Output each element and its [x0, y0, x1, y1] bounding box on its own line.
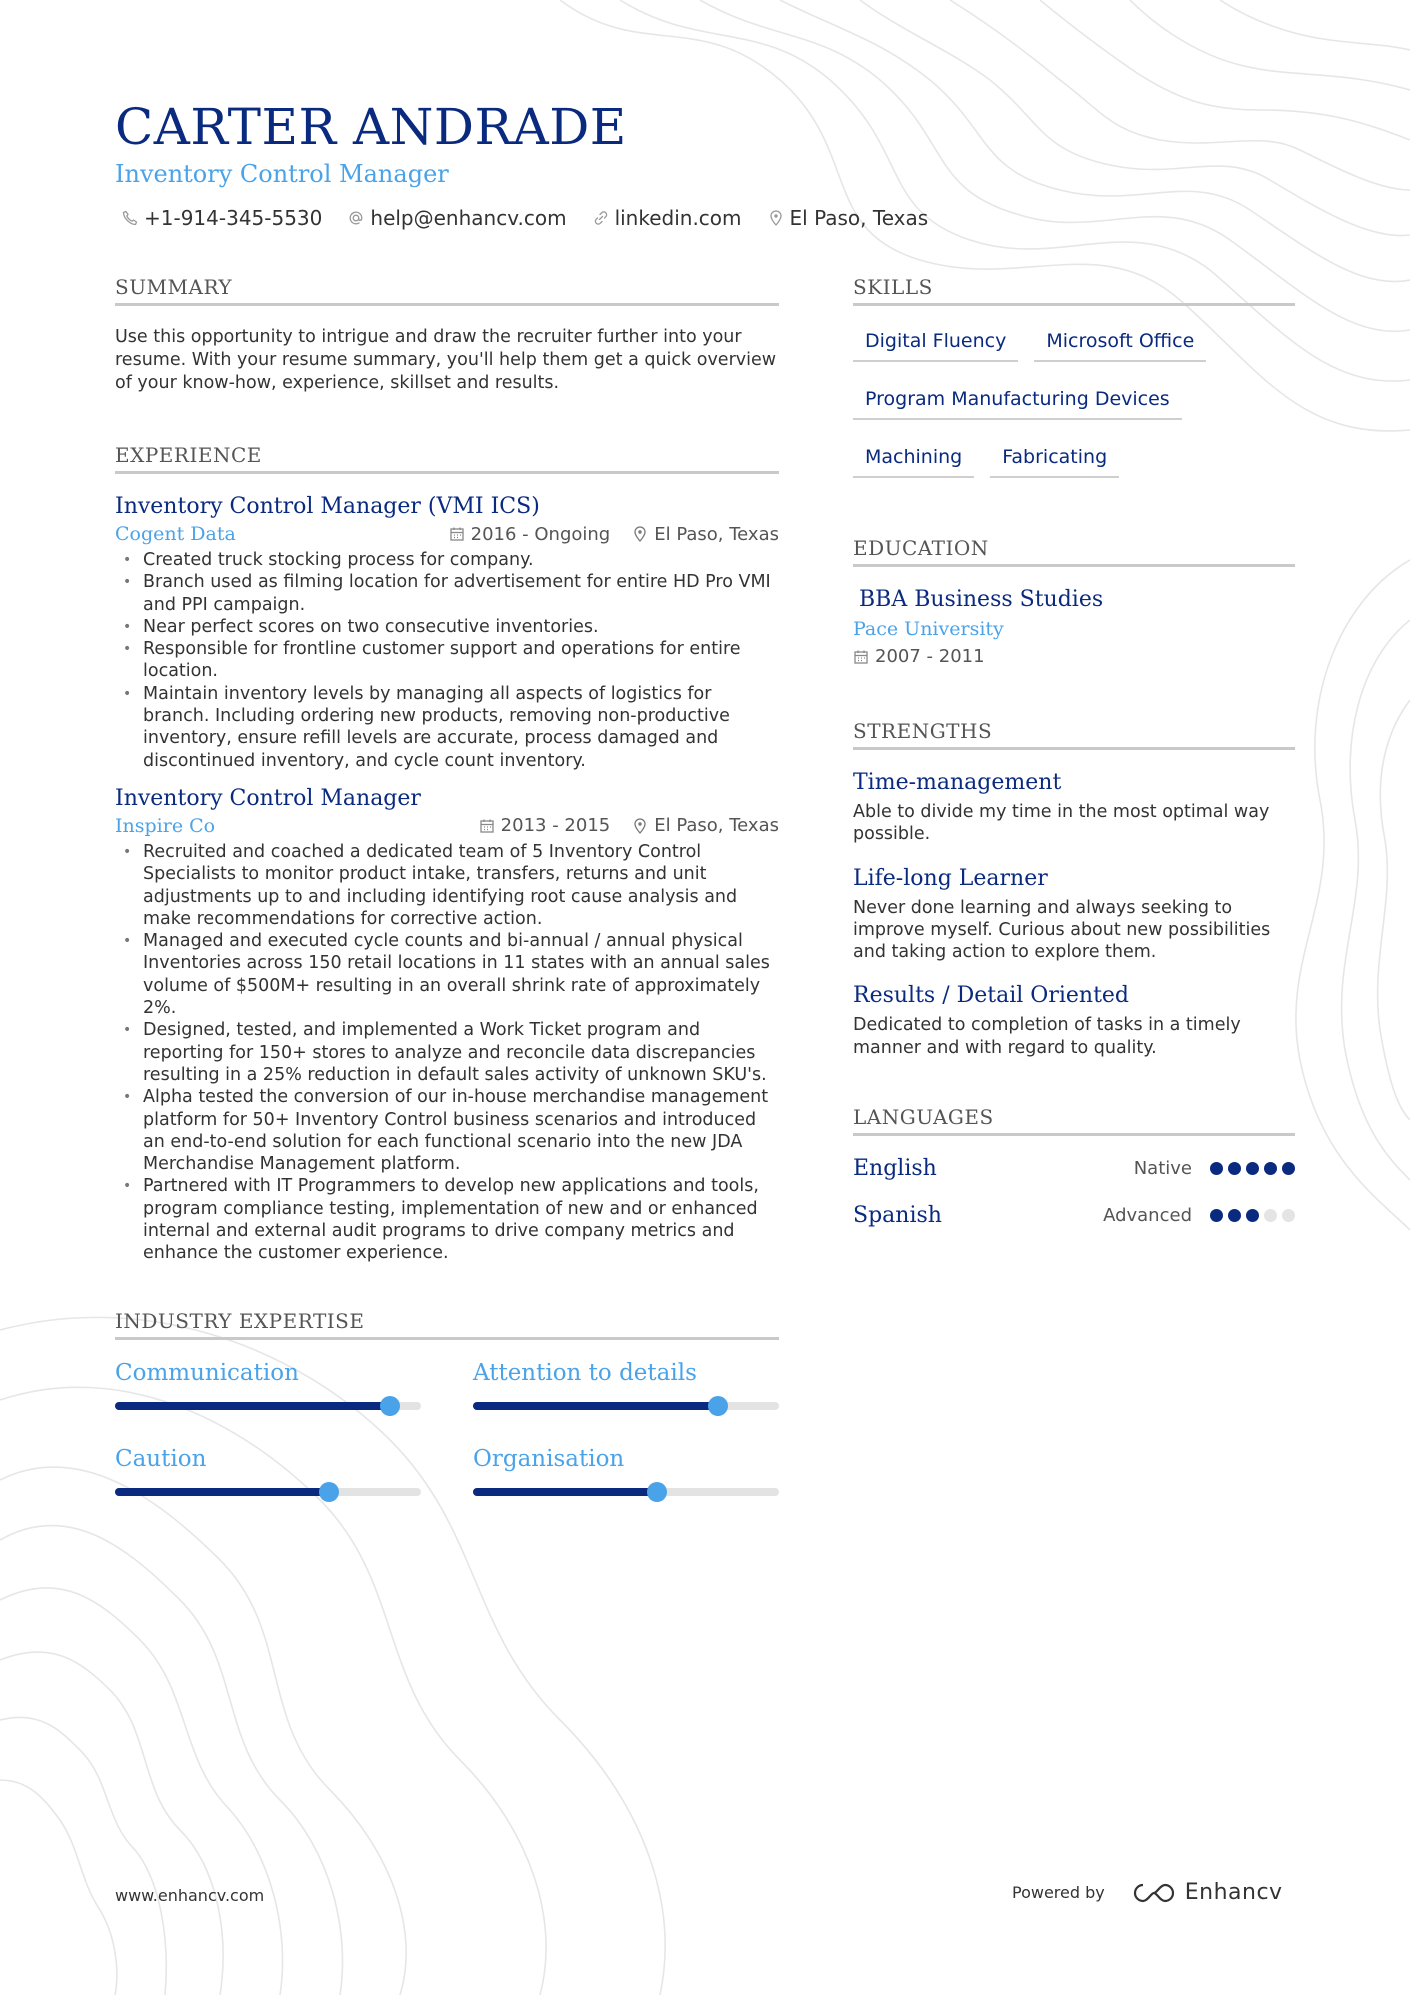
languages-heading: LANGUAGES [853, 1105, 1295, 1136]
language-dot [1282, 1162, 1295, 1175]
strength-desc: Dedicated to completion of tasks in a timely manner and with regard to quality. [853, 1015, 1241, 1058]
expertise-label: Communication [115, 1359, 299, 1386]
list-item: • Alpha tested the conversion of our in-house merchandise management platform for 50+ Inventory Control business scenarios and introduced an end-to-end solution for each functional scenario into the new JDA Merchandise Management platform. [143, 1086, 779, 1175]
list-item: • Branch used as filming location for advertisement for entire HD Pro VMI and PPI campaign. [143, 571, 779, 616]
strength-title: Life-long Learner [853, 865, 1048, 891]
job-dates [449, 524, 611, 545]
job-meta [479, 815, 779, 836]
job-location-text: El Paso, Texas [654, 523, 779, 545]
expertise-knob [647, 1482, 667, 1502]
skill-tag: Fabricating [990, 442, 1119, 478]
expertise-track [115, 1402, 421, 1410]
expertise-label: Organisation [473, 1445, 625, 1472]
education-heading: EDUCATION [853, 536, 1295, 567]
calendar-icon [853, 649, 869, 665]
language-dot [1246, 1162, 1259, 1175]
education-dates [853, 646, 1295, 667]
right-column [853, 275, 1295, 1250]
language-dot [1246, 1209, 1259, 1222]
brand-logo[interactable] [1131, 1880, 1283, 1905]
expertise-fill [115, 1402, 390, 1410]
strength-item [853, 770, 1295, 846]
language-level: Native [1133, 1158, 1192, 1180]
expertise-item [115, 1446, 421, 1496]
location-icon [768, 210, 784, 226]
job-title: Inventory Control Manager (VMI ICS) [115, 494, 540, 519]
industry-expertise [115, 1309, 779, 1496]
calendar-icon [449, 526, 465, 542]
contact-email-text: help@enhancv.com [370, 206, 567, 230]
location-icon [632, 818, 648, 834]
expertise-item [473, 1446, 779, 1496]
contact-bar [122, 206, 928, 230]
strength-item [853, 866, 1295, 964]
at-icon [348, 210, 364, 226]
strength-desc: Never done learning and always seeking to improve myself. Curious about new possibilities and taking action to explore them. [853, 897, 1271, 963]
expertise-fill [473, 1402, 718, 1410]
list-item: • Near perfect scores on two consecutive inventories. [143, 616, 779, 638]
language-dots [1210, 1209, 1295, 1222]
language-item [853, 1203, 1295, 1228]
language-dot [1210, 1209, 1223, 1222]
job-bullets [115, 549, 779, 772]
expertise-item [115, 1360, 421, 1410]
language-level-group [1134, 1158, 1295, 1179]
job-info-row [115, 523, 779, 545]
contact-linkedin[interactable] [593, 206, 742, 230]
company-name: Inspire Co [115, 814, 216, 837]
strength-title: Results / Detail Oriented [853, 983, 1130, 1009]
enhancv-logo-icon [1131, 1881, 1177, 1905]
skill-tag: Machining [853, 442, 974, 478]
strength-desc: Able to divide my time in the most optimal way possible. [853, 802, 1270, 845]
expertise-knob [708, 1396, 728, 1416]
experience-heading: EXPERIENCE [115, 443, 779, 474]
job-entry [115, 494, 779, 772]
language-dot [1210, 1162, 1223, 1175]
contact-phone[interactable] [122, 206, 322, 230]
expertise-track [115, 1488, 421, 1496]
expertise-knob [319, 1482, 339, 1502]
strength-title: Time-management [853, 770, 1062, 795]
education-dates-text: 2007 - 2011 [875, 646, 985, 667]
language-item [853, 1156, 1295, 1181]
expertise-fill [115, 1488, 329, 1496]
language-dot [1264, 1162, 1277, 1175]
list-item: • Partnered with IT Programmers to develop new applications and tools, program compliance testing, implementation of new and or enhanced internal and external audit programs to drive company metrics and enhance the customer experience. [143, 1175, 779, 1264]
footer-powered [1012, 1880, 1283, 1905]
contact-location [768, 206, 929, 230]
language-level-group [1103, 1205, 1295, 1226]
education-school: Pace University [853, 618, 1004, 640]
language-level: Advanced [1103, 1205, 1192, 1227]
skills-list [853, 326, 1295, 478]
expertise-track [473, 1402, 779, 1410]
left-column [115, 275, 779, 1496]
language-dot [1228, 1162, 1241, 1175]
list-item: • Maintain inventory levels by managing all aspects of logistics for branch. Including ordering new products, removing non-productive inventory, ensure refill levels are accurate, process damaged and discontinued inventory, and cycle count inventory. [143, 683, 779, 772]
list-item: • Created truck stocking process for company. [143, 549, 779, 571]
expertise-label: Caution [115, 1445, 207, 1472]
expertise-item [473, 1360, 779, 1410]
list-item: • Responsible for frontline customer support and operations for entire location. [143, 638, 779, 683]
expertise-grid [115, 1360, 779, 1496]
language-name: Spanish [853, 1203, 942, 1229]
job-entry [115, 786, 779, 1265]
skill-tag: Program Manufacturing Devices [853, 384, 1182, 420]
job-meta [449, 524, 779, 545]
contact-phone-text: +1-914-345-5530 [144, 206, 323, 230]
language-dot [1264, 1209, 1277, 1222]
contact-linkedin-text: linkedin.com [614, 206, 742, 230]
summary-heading: SUMMARY [115, 275, 779, 306]
list-item: • Designed, tested, and implemented a Work Ticket program and reporting for 150+ stores to analyze and reconcile data discrepancies resulting in a 25% reduction in default sales activity of unknown SKU's. [143, 1019, 779, 1086]
link-icon [593, 210, 609, 226]
job-title: Inventory Control Manager [115, 785, 421, 811]
company-name: Cogent Data [115, 523, 236, 545]
strengths-heading: STRENGTHS [853, 719, 1295, 750]
contact-location-text: El Paso, Texas [789, 206, 929, 230]
language-dot [1228, 1209, 1241, 1222]
expertise-knob [380, 1396, 400, 1416]
brand-name: Enhancv [1184, 1880, 1283, 1905]
footer-website[interactable]: www.enhancv.com [115, 1886, 265, 1905]
powered-by-label: Powered by [1012, 1883, 1105, 1902]
expertise-track [473, 1488, 779, 1496]
list-item: • Managed and executed cycle counts and bi-annual / annual physical Inventories across 150 retail locations in 11 states with an annual sales volume of $500M+ resulting in an overall shrink rate of approximately 2%. [143, 930, 779, 1019]
language-dot [1282, 1209, 1295, 1222]
candidate-title: Inventory Control Manager [115, 160, 449, 188]
job-dates-text: 2016 - Ongoing [470, 523, 611, 545]
expertise-fill [473, 1488, 657, 1496]
calendar-icon [479, 818, 495, 834]
candidate-name: CARTER ANDRADE [115, 98, 627, 156]
expertise-heading: INDUSTRY EXPERTISE [115, 1309, 779, 1340]
expertise-label: Attention to details [473, 1359, 697, 1386]
contact-email[interactable] [348, 206, 566, 230]
job-location [632, 524, 779, 545]
skill-tag: Microsoft Office [1034, 326, 1206, 362]
job-location-text: El Paso, Texas [654, 815, 779, 837]
skills-heading: SKILLS [853, 275, 1295, 306]
job-dates-text: 2013 - 2015 [500, 815, 611, 837]
summary-text: Use this opportunity to intrigue and draw the recruiter further into your resume. With your resume summary, you'll help them get a quick overview of your know-how, experience, skillset and results. [115, 327, 777, 393]
language-dots [1210, 1162, 1295, 1175]
phone-icon [122, 210, 138, 226]
location-icon [632, 526, 648, 542]
language-name: English [853, 1156, 937, 1182]
job-info-row [115, 815, 779, 837]
list-item: • Recruited and coached a dedicated team of 5 Inventory Control Specialists to monitor product intake, transfers, returns and unit adjustments up to and including identifying root cause analysis and make recommendations for corrective action. [143, 841, 779, 930]
job-location [632, 815, 779, 836]
job-bullets [115, 841, 779, 1265]
strengths-list [853, 770, 1295, 1059]
job-dates [479, 815, 611, 836]
skill-tag: Digital Fluency [853, 326, 1018, 362]
strength-item [853, 983, 1295, 1059]
education-degree: BBA Business Studies [859, 587, 1104, 612]
